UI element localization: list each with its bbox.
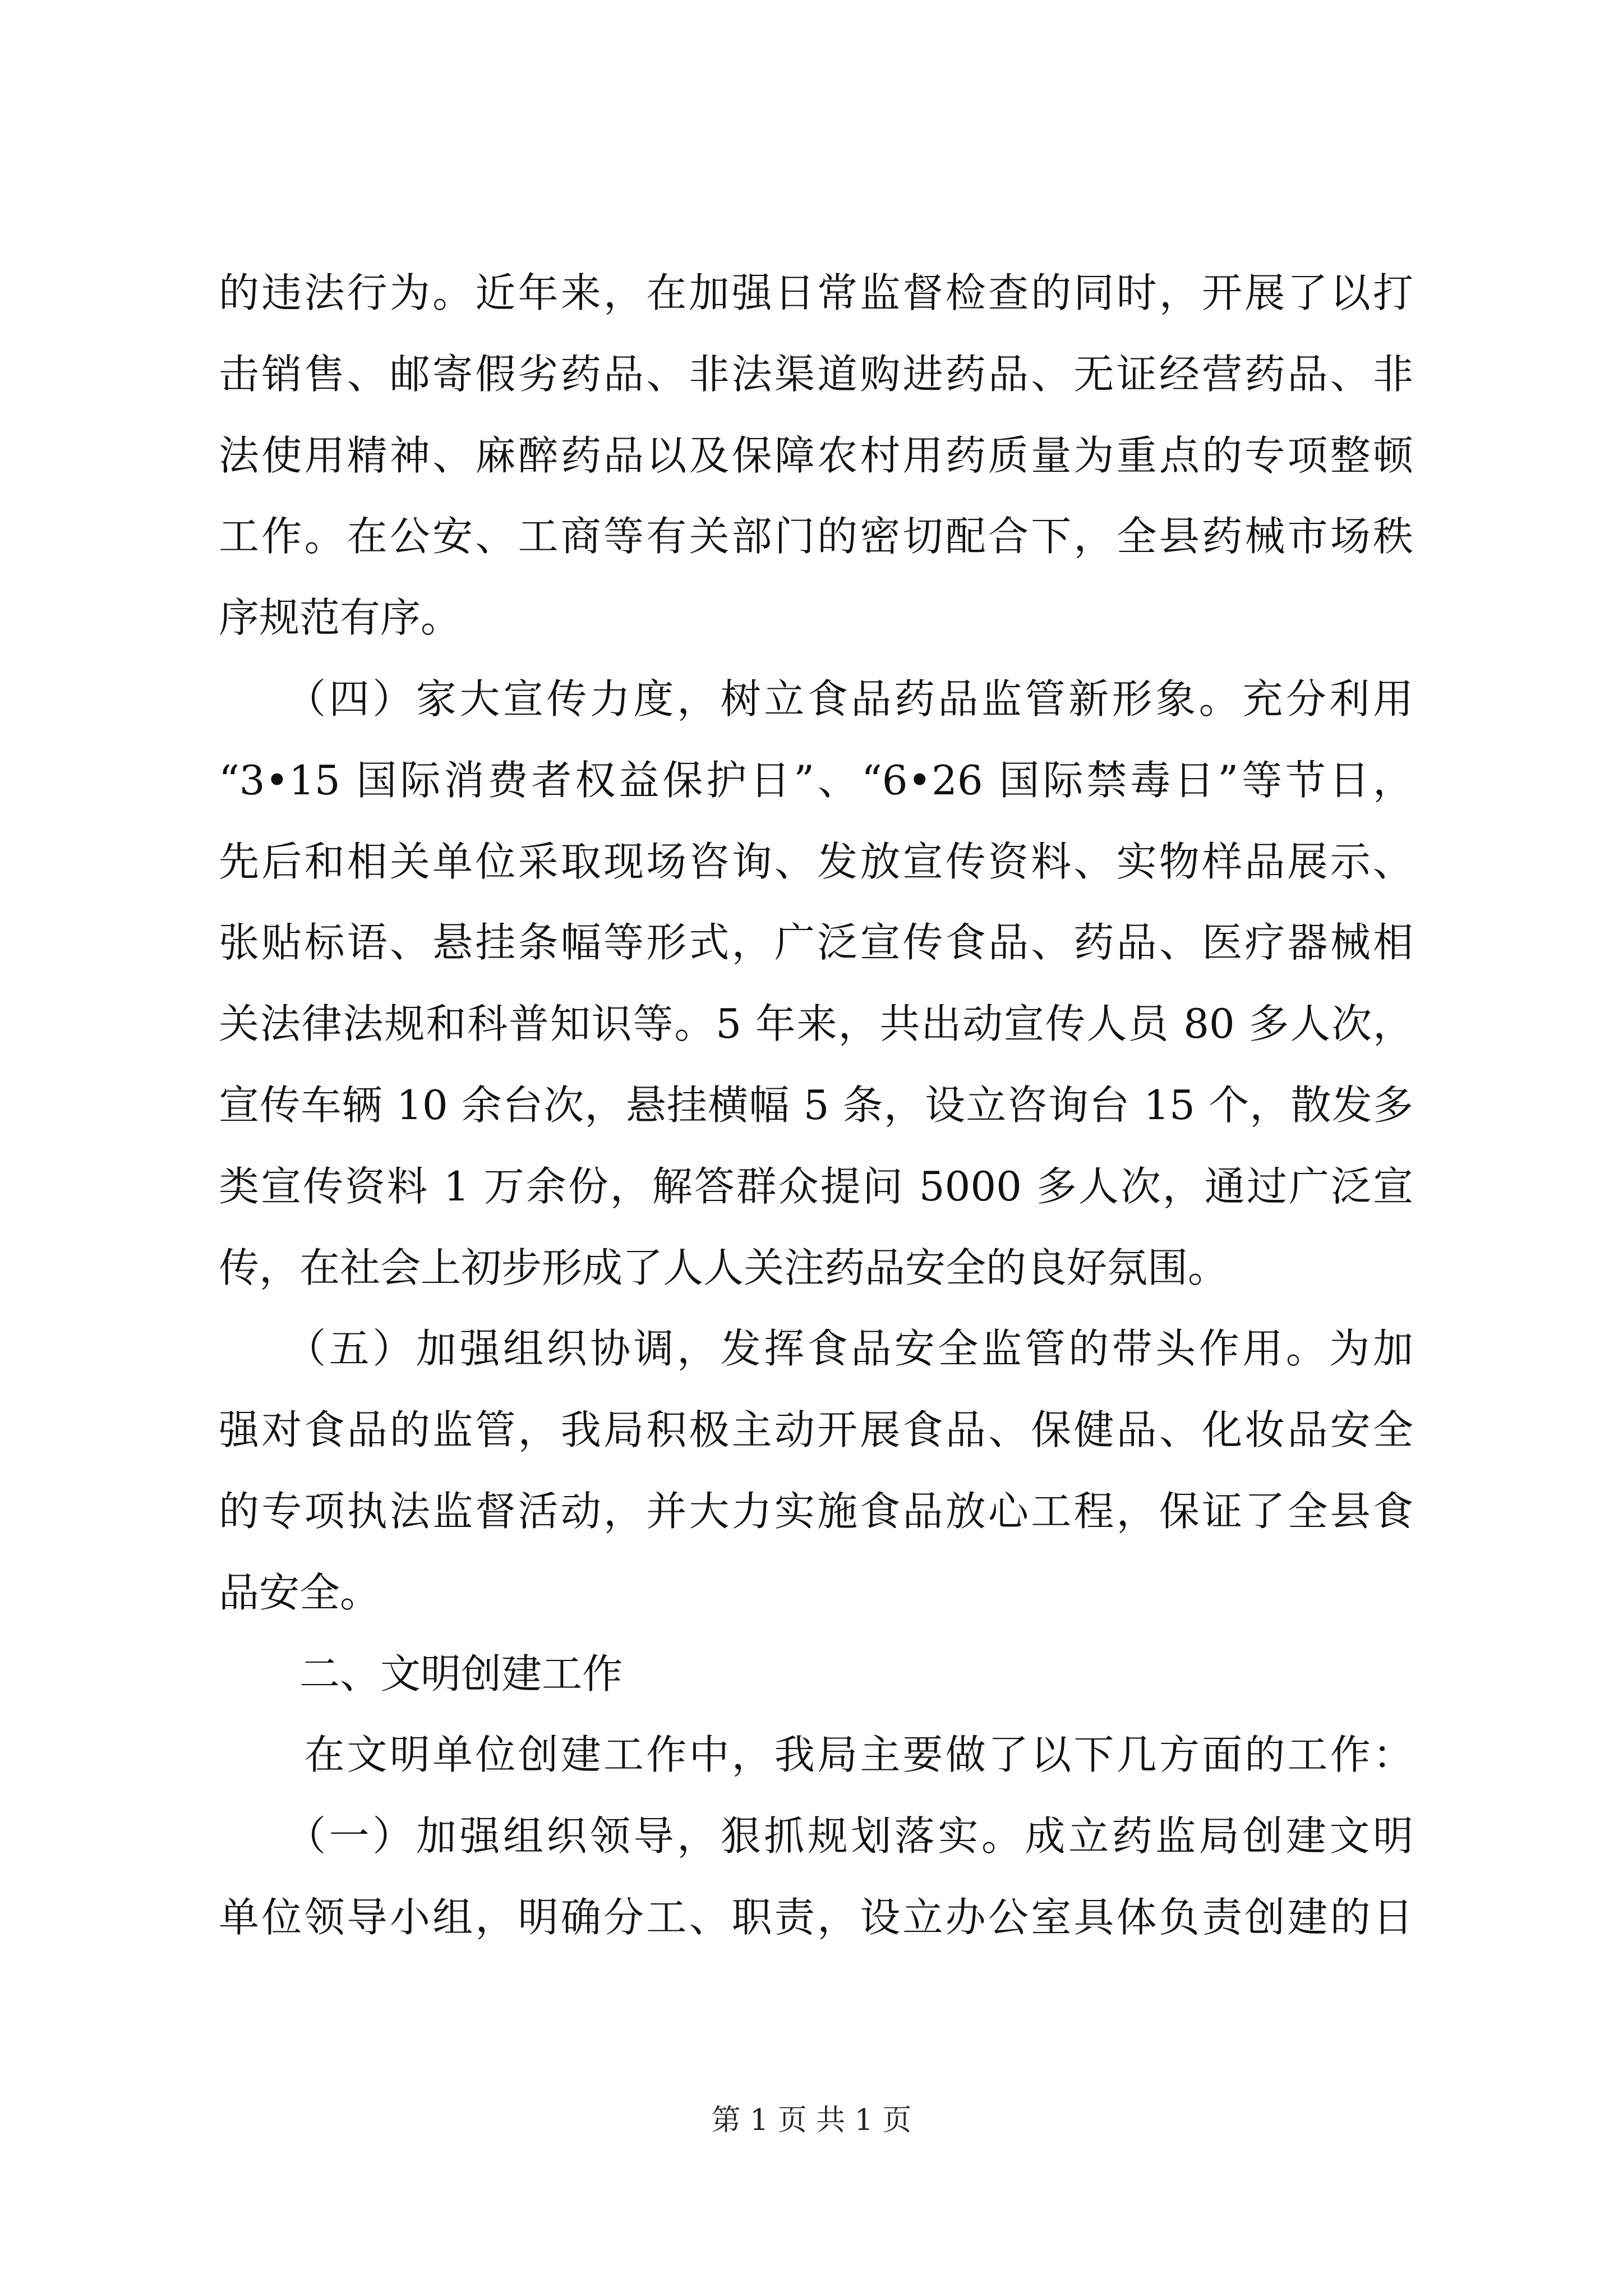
text-line: 传，在社会上初步形成了人人关注药品安全的良好氛围。 bbox=[219, 1244, 1229, 1291]
text-line: 类宣传资料 1 万余份，解答群众提问 5000 多人次，通过广泛宣 bbox=[219, 1162, 1413, 1210]
text-line: 单位领导小组，明确分工、职责，设立办公室具体负责创建的日 bbox=[219, 1893, 1413, 1941]
text-line: （一）加强组织领导，狠抓规划落实。成立药监局创建文明 bbox=[219, 1812, 1413, 1860]
text-line: 工作。在公安、工商等有关部门的密切配合下，全县药械市场秩 bbox=[219, 513, 1413, 560]
text-line: 的违法行为。近年来，在加强日常监督检查的同时，开展了以打 bbox=[219, 269, 1413, 316]
text-line: 品安全。 bbox=[219, 1568, 381, 1616]
text-line: 在文明单位创建工作中，我局主要做了以下几方面的工作： bbox=[219, 1731, 1413, 1779]
text-line: （五）加强组织协调，发挥食品安全监管的带头作用。为加 bbox=[219, 1325, 1413, 1373]
text-line: 强对食品的监管，我局积极主动开展食品、保健品、化妆品安全 bbox=[219, 1406, 1413, 1454]
text-line: 先后和相关单位采取现场咨询、发放宣传资料、实物样品展示、 bbox=[219, 838, 1413, 885]
page-footer bbox=[0, 2101, 1623, 2140]
document-body bbox=[219, 252, 1413, 1958]
section-heading: 二、文明创建工作 bbox=[219, 1650, 623, 1697]
text-line: 张贴标语、悬挂条幅等形式，广泛宣传食品、药品、医疗器械相 bbox=[219, 919, 1413, 967]
text-line: 法使用精神、麻醉药品以及保障农村用药质量为重点的专项整顿 bbox=[219, 431, 1413, 479]
text-line: “3•15 国际消费者权益保护日”、“6•26 国际禁毒日”等节日， bbox=[219, 756, 1413, 804]
text-line: 的专项执法监督活动，并大力实施食品放心工程，保证了全县食 bbox=[219, 1487, 1413, 1535]
text-line: 序规范有序。 bbox=[219, 594, 462, 642]
text-line: 关法律法规和科普知识等。5 年来，共出动宣传人员 80 多人次， bbox=[219, 1000, 1413, 1048]
text-line: （四）家大宣传力度，树立食品药品监管新形象。充分利用 bbox=[219, 675, 1413, 723]
page-number: 第 1 页 共 1 页 bbox=[711, 2104, 912, 2137]
text-line: 宣传车辆 10 余台次，悬挂横幅 5 条，设立咨询台 15 个，散发多 bbox=[219, 1081, 1413, 1129]
text-line: 击销售、邮寄假劣药品、非法渠道购进药品、无证经营药品、非 bbox=[219, 350, 1413, 398]
